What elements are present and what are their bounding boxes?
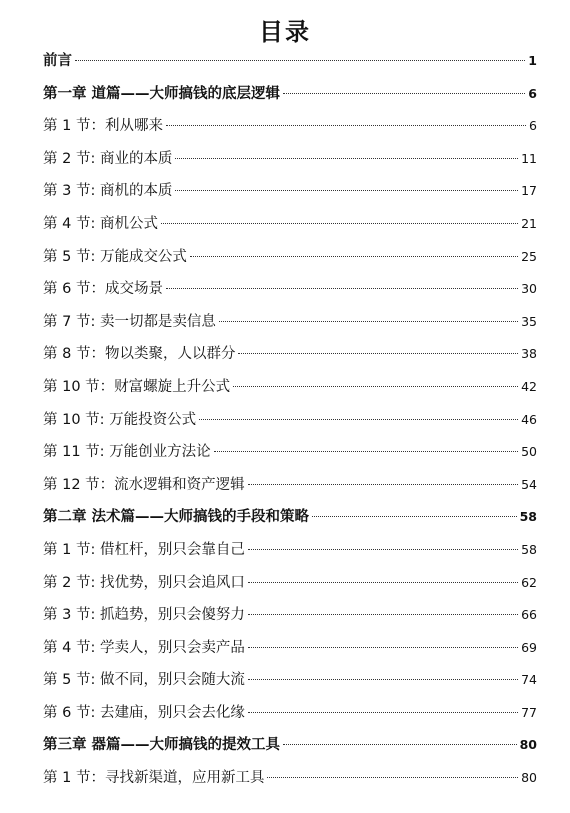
toc-section-entry[interactable] [43,175,537,208]
toc-dot-leader [312,516,517,517]
toc-entry-label: 第 1 节：寻找新渠道，应用新工具 [43,770,265,787]
toc-section-entry[interactable] [43,208,537,241]
toc-entry-label: 第 12 节：流水逻辑和资产逻辑 [43,476,245,493]
toc-entry-label: 第一章 道篇——大师搞钱的底层逻辑 [43,85,281,102]
toc-entry-label: 第 4 节: 商机公式 [43,215,158,232]
toc-entry-label: 第三章 器篇——大师搞钱的提效工具 [43,737,281,754]
toc-dot-leader [175,158,518,159]
toc-section-entry[interactable] [43,110,537,143]
toc-entry-label: 第 1 节：利从哪来 [43,118,163,135]
toc-page-number: 58 [521,541,537,557]
toc-entry-label: 前言 [43,53,72,69]
toc-section-entry[interactable] [43,632,537,665]
toc-entry-label: 第 5 节: 万能成交公式 [43,248,187,265]
toc-dot-leader [248,484,518,485]
toc-dot-leader [248,549,518,550]
toc-dot-leader [175,190,518,191]
toc-page-number: 42 [521,378,537,394]
toc-list [43,45,537,795]
toc-section-entry[interactable] [43,469,537,502]
toc-page-number: 35 [521,313,537,329]
toc-page-number: 69 [521,639,537,655]
toc-entry-label: 第 10 节: 万能投资公式 [43,411,197,428]
toc-page-number: 77 [521,704,537,720]
toc-page-number: 21 [521,215,537,231]
toc-section-entry[interactable] [43,436,537,469]
toc-page-number: 74 [521,672,537,688]
toc-dot-leader [166,125,526,126]
toc-entry-label: 第 4 节: 学卖人，别只会卖产品 [43,639,245,656]
toc-page-number: 38 [521,346,537,362]
toc-chapter-entry[interactable] [43,45,537,78]
toc-entry-label: 第 3 节: 商机的本质 [43,183,173,200]
toc-entry-label: 第 2 节: 找优势，别只会追风口 [43,574,245,591]
toc-section-entry[interactable] [43,306,537,339]
toc-dot-leader [161,223,518,224]
toc-page-number: 58 [519,509,537,525]
toc-page-number: 1 [528,53,537,68]
toc-page-number: 80 [519,737,537,753]
toc-section-entry[interactable] [43,371,537,404]
toc-page-number: 54 [521,476,537,492]
toc-page-number: 11 [521,150,537,166]
toc-dot-leader [190,256,518,257]
toc-dot-leader [248,712,518,713]
toc-page-number: 17 [521,183,537,199]
toc-dot-leader [248,679,518,680]
toc-section-entry[interactable] [43,599,537,632]
toc-entry-label: 第 5 节: 做不同，别只会随大流 [43,672,245,689]
toc-dot-leader [166,288,518,289]
toc-section-entry[interactable] [43,697,537,730]
toc-entry-label: 第 1 节: 借杠杆，别只会靠自己 [43,541,245,558]
toc-dot-leader [238,353,518,354]
toc-section-entry[interactable] [43,404,537,437]
toc-dot-leader [75,60,525,61]
toc-dot-leader [283,744,517,745]
toc-chapter-entry[interactable] [43,78,537,111]
toc-dot-leader [248,582,518,583]
toc-entry-label: 第 2 节: 商业的本质 [43,150,173,167]
toc-section-entry[interactable] [43,567,537,600]
toc-entry-label: 第 3 节: 抓趋势，别只会傻努力 [43,607,245,624]
toc-dot-leader [219,321,518,322]
toc-section-entry[interactable] [43,762,537,795]
toc-page-number: 62 [521,574,537,590]
toc-dot-leader [199,419,518,420]
toc-dot-leader [214,451,518,452]
toc-page-number: 46 [521,411,537,427]
toc-page-number: 50 [521,444,537,460]
toc-entry-label: 第二章 法术篇——大师搞钱的手段和策略 [43,509,310,526]
toc-entry-label: 第 8 节：物以类聚，人以群分 [43,346,236,363]
toc-page-number: 6 [529,118,537,134]
toc-entry-label: 第 7 节: 卖一切都是卖信息 [43,313,216,330]
toc-page-number: 80 [521,770,537,786]
toc-page-number: 6 [528,85,537,101]
toc-page-number: 30 [521,281,537,297]
toc-dot-leader [233,386,518,387]
toc-section-entry[interactable] [43,241,537,274]
toc-dot-leader [248,614,518,615]
toc-entry-label: 第 11 节: 万能创业方法论 [43,444,211,461]
toc-dot-leader [283,93,525,94]
toc-section-entry[interactable] [43,338,537,371]
toc-entry-label: 第 6 节：成交场景 [43,281,163,298]
toc-entry-label: 第 6 节: 去建庙，别只会去化缘 [43,704,245,721]
toc-title: 目录 [259,18,311,46]
toc-chapter-entry[interactable] [43,501,537,534]
toc-section-entry[interactable] [43,534,537,567]
toc-section-entry[interactable] [43,143,537,176]
toc-dot-leader [248,647,518,648]
toc-dot-leader [267,777,518,778]
toc-chapter-entry[interactable] [43,729,537,762]
toc-section-entry[interactable] [43,273,537,306]
toc-section-entry[interactable] [43,664,537,697]
toc-page-number: 66 [521,607,537,623]
toc-entry-label: 第 10 节：财富螺旋上升公式 [43,378,231,395]
toc-page-number: 25 [521,248,537,264]
